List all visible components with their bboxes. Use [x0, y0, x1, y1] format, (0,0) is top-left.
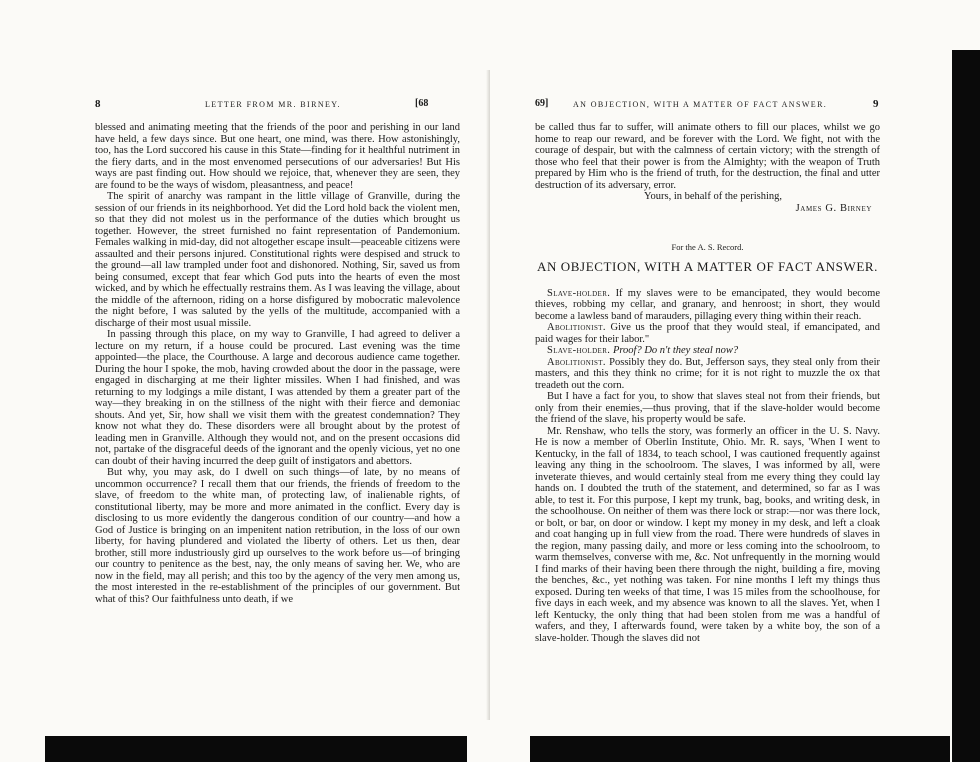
signoff-close: Yours, in behalf of the perishing, [643, 191, 782, 202]
dialogue-text: Proof? Do n't they steal now? [612, 345, 739, 356]
left-paragraph: But why, you may ask, do I dwell on such things—of late, by no means of uncommon occurrence? I recall them that our friends, the friends of freedom to the slave, of freedom to the white man, of protecting law, of inalienable rights, of constitutional liberty, may be more and more animated in the conflict. Every day is disclosing to us more evidently the dangerous condition of our country—and how a God of Justice is bringing on an impenitent nation retribution, in the loss of our own liberty, for having plundered and violated the liberty of others. Let us then, dear brother, still more industriously gird up ourselves to the work before us—of bringing our country to penitence as the best, nay, the only means of saving her. We, who are now in the field, may all perish; and this too by the agency of the very men among us, the most interested in the re-establishment of the principles of our government. But what of this? Our faithfulness unto death, if we [95, 467, 460, 605]
scan-edge-right [952, 50, 980, 762]
dialogue-line [535, 357, 880, 392]
letter-signoff [535, 191, 872, 214]
dialogue-speaker: Slave-holder. [547, 345, 611, 356]
left-running-header [95, 100, 440, 116]
left-column [95, 122, 460, 605]
dialogue-line [535, 288, 880, 323]
right-running-header [535, 100, 880, 116]
signoff-name: James G. Birney [795, 202, 872, 214]
left-page-number: 8 [95, 98, 101, 110]
left-running-title: LETTER FROM MR. BIRNEY. [205, 100, 341, 109]
left-bracket-number: [68 [415, 98, 429, 109]
record-note: For the A. S. Record. [671, 242, 744, 252]
dialogue-speaker: Slave-holder. [547, 287, 611, 299]
dialogue-text: If my slaves were to be emancipated, they would become thieves, robbing my cellar, and granary, and henroost; in short, they would become a lawless band of marauders, pillaging every thing within their reach. [535, 287, 880, 322]
right-continuation: be called thus far to suffer, will animate others to fill our places, whilst we go home to reap our reward, and be forever with the Lord. We fight, not with the courage of despair, but with the calmness of certain victory; with the strength of those who feel that their power is from the Almighty; with the weapon of Truth prepared by Him who is the friend of truth, for the destruction, the final and utter destruction of its adversary, error. [535, 122, 880, 191]
right-paragraph: Mr. Renshaw, who tells the story, was formerly an officer in the U. S. Navy. He is now a member of Oberlin Institute, Ohio. Mr. R. says, 'When I went to Kentucky, in the fall of 1834, to teach school, I was cautioned frequently against leaving any thing in the schoolroom. The slaves, I was informed by all, were inveterate thieves, and would certainly steal from me every thing they could lay hands on. I doubted the truth of the statement, and determined, so far as I was able, to test it. For this purpose, I kept my trunk, bag, books, and writing desk, in the schoolhouse. On neither of them was there lock or strap:—nor was there lock, or bolt, or bar, on door or window. I kept my money in my desk, and left a cloak and coat hanging up in full view from the road. There were hundreds of slaves in the region, many passing daily, and more or less coming into the schoolroom, to warm themselves, converse with me, &c. Not unfrequently in the morning would I find marks of their having been there through the night, building a fire, moving the benches, &c., yet nothing was taken. For nine months I left my things thus exposed. During ten weeks of that time, I was 15 miles from the schoolhouse, for five days in each week, and my absence was known to all the slaves. Yet, when I left Kentucky, the only thing that had been stolen from me was a handful of wafers, and they, I afterwards found, were taken by a white boy, the son of a slave-holder. Though the slaves did not [535, 425, 880, 644]
dialogue-text: Possibly they do. But, Jefferson says, they steal only from their masters, and this they think no crime; for it is not right to muzzle the ox that treadeth out the corn. [535, 356, 881, 391]
dialogue-line [535, 322, 880, 345]
dialogue-speaker: Abolitionist. [547, 322, 606, 333]
right-paragraph: But I have a fact for you, to show that slaves steal not from their friends, but only from their enemies,—thus proving, that if the slave-holder would become the friend of the slave, his property would be safe. [535, 391, 880, 425]
article-title: AN OBJECTION, WITH A MATTER OF FACT ANSWER. [536, 258, 879, 274]
dialogue-speaker: Abolitionist. [547, 356, 606, 368]
dialogue-line [535, 345, 880, 357]
scan-edge-bottom-right [530, 736, 950, 762]
left-paragraph: In passing through this place, on my way to Granville, I had agreed to deliver a lecture on my return, if a house could be procured. Last evening was the time appointed—the place, the Courthouse. A large and decorous audience came together. During the hour I spoke, the mob, having crowded about the door in the passage, were engaged in discharging at me their lighter missiles. When I had finished, and was returning to my lodgings a mile distant, I was attended by them a greater part of the way—they breaking in on the stillness of the night with their fierce and demoniac shouts. And yet, Sir, how shall we visit them with the greatest condemnation? They know not what they do. These disorders were all brought about by the protest of leading men in Granville. Although they would not, and on the present occasions did not, partake of the disgraceful deeds of the ignorant and the openly vicious, yet no one can doubt of their having incurred the deep guilt of instigators and abettors. [95, 329, 460, 467]
scan-edge-bottom-left [45, 736, 467, 762]
right-bracket-number: 69] [535, 98, 549, 109]
right-page-number: 9 [873, 98, 879, 110]
right-running-title: AN OBJECTION, WITH A MATTER OF FACT ANSWER. [573, 100, 828, 109]
right-column [535, 122, 880, 644]
dialogue-text: Give us the proof that they would steal, if emancipated, and paid wages for their labor." [535, 322, 881, 345]
left-paragraph: The spirit of anarchy was rampant in the little village of Granville, during the session of our friends in its neighborhood. Yet did the Lord hold back the violent men, so that they did not molest us in the performance of the duties which brought us together. However, the street furnished no faint representation of Pandemonium. Females walking in mid-day, did not altogether escape insult—peaceable citizens were assaulted and their persons injured. Constitutional rights were despised and struck to the ground—all law trampled under foot and dishonored. Nothing, Sir, saved us from being consumed, except that fear which God puts into the hearts of even the most wicked, and by which he effectually restrains them. As I was leaving the village, about the middle of the afternoon, riding on a horse disfigured by mobocratic malevolence the night before, I was saluted by the yells of the multitude, accompanied with a discharge of their most usual missile. [95, 191, 460, 329]
left-paragraph: blessed and animating meeting that the friends of the poor and perishing in our land have held, a few days since. But one heart, one mind, was there. How astonishingly, too, has the Lord succored his cause in this State—finding for it healthful nutriment in the fiery darts, and in the most envenomed persecutions of our adversaries! But His ways are past finding out. How should we rejoice, that, whenever they are seen, they are found to be the ways of wisdom, pleasantness, and peace! [95, 122, 460, 191]
